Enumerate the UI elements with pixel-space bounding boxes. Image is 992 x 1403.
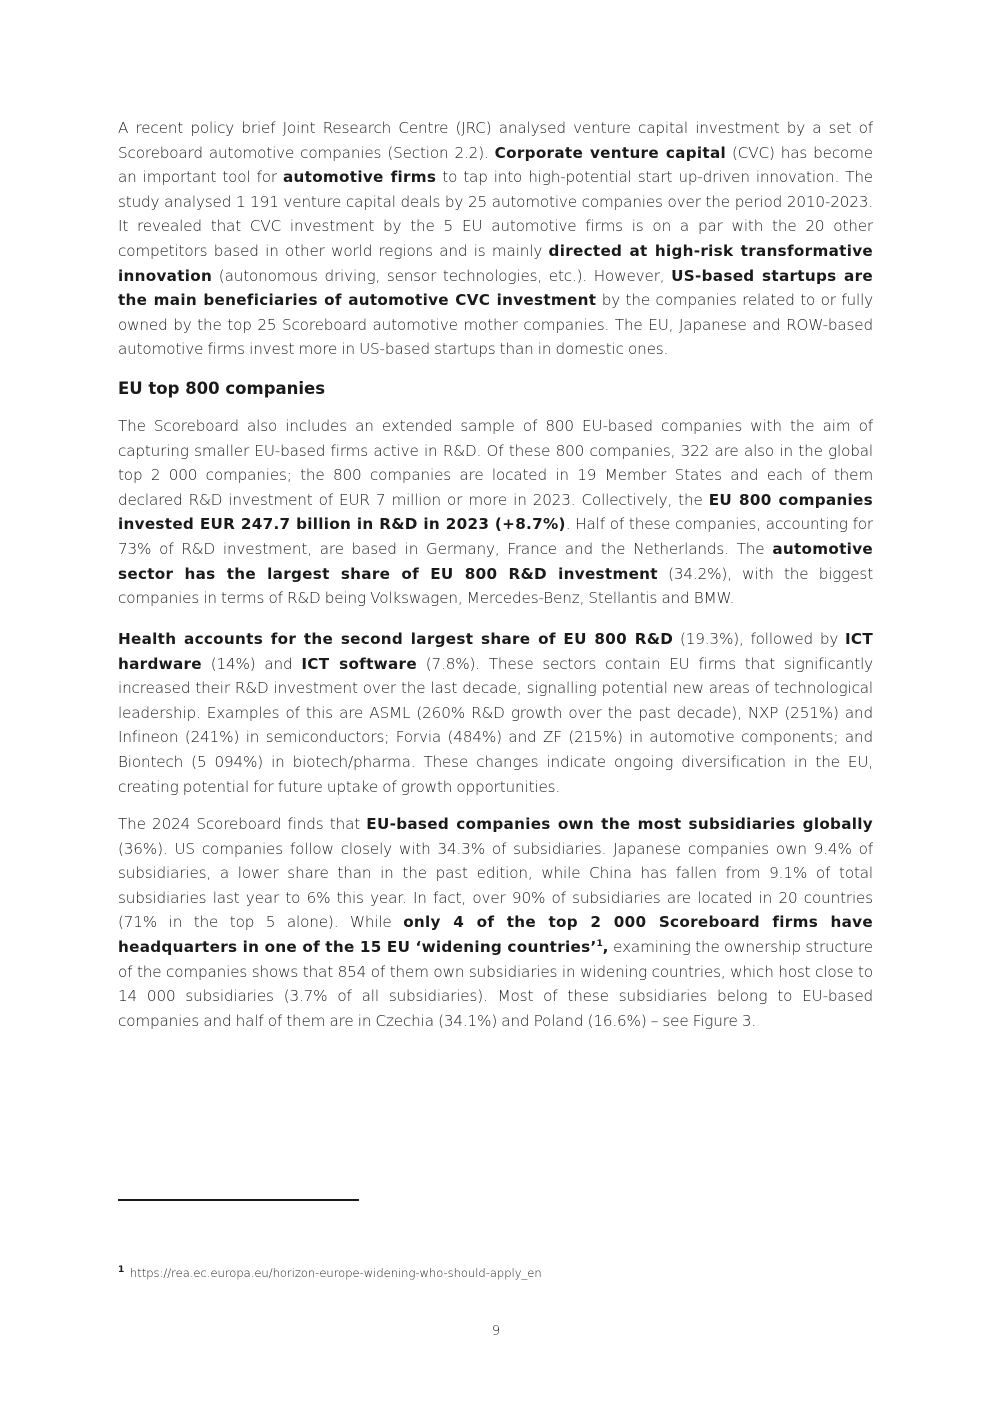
paragraph-text	[118, 116, 873, 362]
bold-text: directed at high-risk transformative innovation	[118, 241, 873, 285]
bold-text: US-based startups are the main beneficiaries of automotive CVC investment	[118, 266, 873, 310]
bold-text: Corporate venture capital	[494, 143, 727, 162]
text-run: by the companies related to or fully owned by the top 25 Scoreboard automotive mother companies. The EU, Japanese and ROW-based automotive firms invest more in US-based startups than in domestic ones.	[118, 291, 873, 359]
footnote-separator	[118, 1199, 359, 1201]
bold-text: automotive sector has the largest share of EU 800 R&D investment	[118, 539, 873, 583]
bold-text: only 4 of the top 2 000 Scoreboard firms have headquarters in one of the 15 EU ‘widening countries’	[118, 913, 873, 956]
paragraph-subsidiaries	[118, 812, 873, 1033]
bold-text: ICT software	[301, 654, 417, 673]
paragraph-text	[118, 627, 873, 799]
bold-text: EU 800 companies invested EUR 247.7 billion in R&D in 2023 (+8.7%)	[118, 490, 873, 534]
footnote-marker: 1	[596, 938, 603, 949]
text-run: . Half of these companies, accounting for 73% of R&D investment, are based in Germany, France and the Netherlands. The	[118, 515, 874, 558]
text-run: (34.2%), with the biggest companies in terms of R&D being Volkswagen, Mercedes-Benz, Stellantis and BMW.	[118, 564, 873, 608]
text-run: to tap into high-potential start up-driven innovation. The study analysed 1 191 venture capital deals by 25 automotive companies over the period 2010-2023. It revealed that CVC investment by the 5 EU automotive firms is on a par with the 20 other competitors based in other world regions and is mainly	[118, 168, 873, 260]
text-run: (CVC) has become an important tool for	[118, 143, 874, 187]
bold-text: automotive firms	[282, 168, 437, 187]
text-run: examining the ownership structure of the companies shows that 854 of them own subsidiaries in widening countries, which host close to 14 000 subsidiaries (3.7% of all subsidiaries). Most of these subsidiaries belong to EU-based companies and half of them are in Czechia (34.1%) and Poland (16.6%) – see Figure 3.	[118, 937, 873, 1030]
paragraph-health-ict	[118, 627, 873, 799]
section-heading: EU top 800 companies	[118, 379, 326, 398]
text-run: The 2024 Scoreboard finds that	[118, 815, 367, 833]
paragraph-cvc-investment	[118, 116, 873, 362]
text-run: (14%) and	[201, 654, 302, 673]
bold-text: ICT hardware	[118, 630, 874, 673]
section-heading-container	[118, 377, 873, 401]
bold-text: EU-based companies own the most subsidiaries globally	[366, 815, 873, 833]
text-run: (19.3%), followed by	[673, 630, 845, 648]
paragraph-text	[118, 812, 873, 1033]
text-run: A recent policy brief Joint Research Centre (JRC) analysed venture capital investment by a set of Scoreboard automotive companies (Section 2.2).	[118, 119, 873, 162]
footnote-number: 1	[118, 1265, 125, 1276]
text-run: (autonomous driving, sensor technologies, etc.). However,	[212, 266, 672, 285]
footnote-link[interactable]: https://rea.ec.europa.eu/horizon-europe-widening-who-should-apply_en	[129, 1266, 542, 1280]
bold-text: Health accounts for the second largest share of EU 800 R&D	[118, 630, 674, 648]
text-run: The Scoreboard also includes an extended sample of 800 EU-based companies with the aim of capturing smaller EU-based firms active in R&D. Of these 800 companies, 322 are also in the global top 2 000 companies; the 800 companies are located in 19 Member States and each of them declared R&D investment of EUR 7 million or more in 2023. Collectively, the	[118, 417, 873, 509]
paragraph-text	[118, 414, 873, 611]
page-number: 9	[491, 1324, 501, 1339]
text-run: (7.8%). These sectors contain EU firms that significantly increased their R&D investment over the last decade, signalling potential new areas of technological leadership. Examples of this are ASML (260% R&D growth over the past decade), NXP (251%) and Infineon (241%) in semiconductors; Forvia (484%) and ZF (215%) in automotive components; and Biontech (5 094%) in biotech/pharma. These changes indicate ongoing diversification in the EU, creating potential for future uptake of growth opportunities.	[118, 654, 873, 796]
footnote	[118, 1265, 542, 1281]
paragraph-eu-800	[118, 414, 873, 611]
bold-text: ,	[602, 937, 609, 956]
text-run: (36%). US companies follow closely with 34.3% of subsidiaries. Japanese companies own 9.4% of subsidiaries, a lower share than in the past edition, while China has fallen from 9.1% of total subsidiaries last year to 6% this year. In fact, over 90% of subsidiaries are located in 20 countries (71% in the top 5 alone). While	[118, 839, 873, 932]
